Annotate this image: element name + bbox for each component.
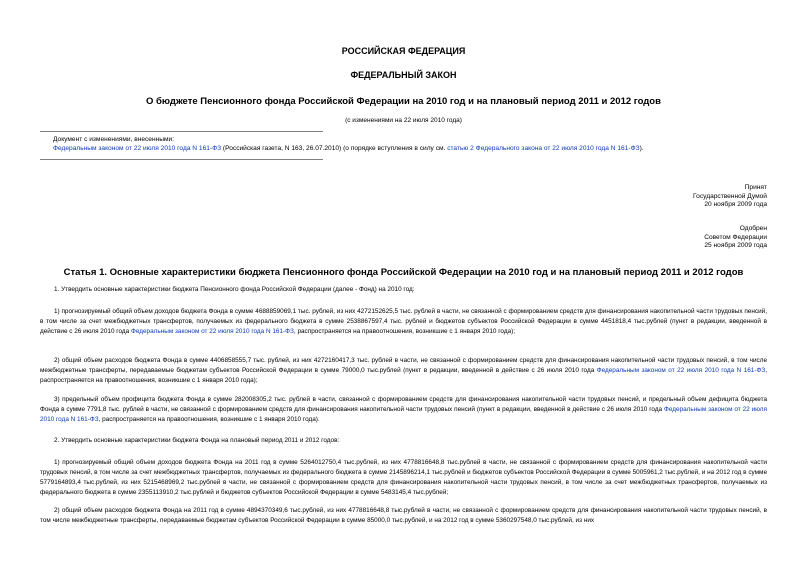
paragraph-1-1: 1) прогнозируемый общий объем доходов бюджета Фонда в сумме 4688859069,1 тыс. рублей, из них 4272152625,5 тыс. рублей в части, не связанной с формированием средств для финансирования накопительной части трудовых пенсий, в том числе за счет межбюджетных трансфертов, получаемых из федерального бюджета в сумме 2538867597,4 тыс. рублей и бюджетов субъектов Российской Федерации в сумме 4451818,4 тыс.рублей (пункт в редакции, введенной в действие с 26 июля 2010 года Федеральным законом от 22 июля 2010 года N 161-ФЗ, распространяется на правоотношения, возникшие с 1 января 2010 года); [40,308,767,335]
approved-block [704,225,767,251]
bottom-divider [40,159,323,160]
amending-law-link[interactable]: Федеральным законом от 22 июля 2010 года N 161-ФЗ [53,145,222,152]
approved-line-3: 25 ноября 2009 года [704,242,767,250]
approved-line-1: Одобрен [739,225,767,232]
adopted-line-3: 20 ноября 2009 года [704,201,767,209]
doc-type-heading: ФЕДЕРАЛЬНЫЙ ЗАКОН [350,70,457,80]
changes-line [53,145,644,154]
adopted-block [693,184,767,210]
paragraph-1-2: 2) общий объем расходов бюджета Фонда в сумме 4406858555,7 тыс. рублей, из них 4272160417,3 тыс. рублей в части, не связанной с формированием средств для финансирования накопительной части трудовых пенсий, в том числе межбюджетные трансферты, передаваемые бюджетам субъектов Российской Федерации в сумме 79000,0 тыс.рублей (пункт в редакции, введенной в действие с 26 июля 2010 года Федеральным законом от 22 июля 2010 года N 161-ФЗ, распространяется на правоотношения, возникшие с 1 января 2010 года); [40,357,767,384]
changes-label: Документ с изменениями, внесенными: [53,136,175,143]
paragraph-1: 1. Утвердить основные характеристики бюджета Пенсионного фонда Российской Федерации (далее - Фонд) на 2010 год: [54,286,415,293]
country-heading: РОССИЙСКАЯ ФЕДЕРАЦИЯ [341,46,466,56]
changes-text: (Российская газета, N 163, 26.07.2010) (о порядке вступления в силу см. [221,145,448,152]
amending-law-link[interactable]: Федеральным законом от 22 июля 2010 года N 161-ФЗ [596,367,766,374]
paragraph-2: 2. Утвердить основные характеристики бюджета Фонда на плановый период 2011 и 2012 годов: [54,437,340,444]
amending-law-link[interactable]: Федеральным законом от 22 июля 2010 года N 161-ФЗ [40,406,768,423]
approved-line-2: Советом Федерации [704,233,767,241]
adopted-line-2: Государственной Думой [693,192,767,200]
changes-text-end: ). [639,145,644,152]
paragraph-2-2: 2) общий объем расходов бюджета Фонда на 2011 год в сумме 4894370349,6 тыс.рублей, из них 4778816648,8 тыс.рублей в части, не связанной с формированием средств для финансирования накопительной части трудовых пенсий, в том числе межбюджетные трансферты, передаваемые бюджетам субъектов Российской Федерации в сумме 85000,0 тыс.рублей, и на 2012 год в сумме 5360297548,0 тыс.рублей, из них [40,507,767,524]
top-divider [40,131,323,132]
adopted-line-1: Принят [744,184,767,191]
article-1-title: Статья 1. Основные характеристики бюджета Пенсионного фонда Российской Федерации на 2010 год и на плановый период 2011 и 2012 годов [63,267,744,278]
amendment-note: (с изменениями на 22 июля 2010 года) [345,117,462,124]
article-2-link[interactable]: статью 2 Федерального закона от 22 июля 2010 года N 161-ФЗ [447,145,640,152]
law-title: О бюджете Пенсионного фонда Российской Федерации на 2010 год и на плановый период 2011 и 2012 годов [146,96,661,107]
amending-law-link[interactable]: Федеральным законом от 22 июля 2010 года N 161-ФЗ [130,328,294,335]
paragraph-2-1: 1) прогнозируемый общий объем доходов бюджета Фонда на 2011 год в сумме 5264012750,4 тыс.рублей, из них 4778816648,8 тыс.рублей в части, не связанной с формированием средств для финансирования накопительной части трудовых пенсий, в том числе за счет межбюджетных трансфертов, получаемых из федерального бюджета в сумме 2145896214,1 тыс.рублей и бюджетов субъектов Российской Федерации в сумме 5005961,2 тыс.рублей, и на 2012 год в сумме 5779164893,4 тыс.рублей, из них 5215468969,2 тыс.рублей в части, не связанной с формированием средств для финансирования накопительной части трудовых пенсий, в том числе за счет межбюджетных трансфертов, получаемых из федерального бюджета в сумме 2355113910,2 тыс.рублей и бюджетов субъектов Российской Федерации в сумме 5483145,4 тыс.рублей; [40,459,767,496]
paragraph-1-3: 3) предельный объем профицита бюджета Фонда в сумме 282008305,2 тыс. рублей в части, связанной с формированием средств для финансирования накопительной части трудовых пенсий, и предельный объем дефицита бюджета Фонда в сумме 7791,8 тыс. рублей в части, не связанной с формированием средств для финансирования накопительной части трудовых пенсий (пункт в редакции, введенной в действие с 26 июля 2010 года Федеральным законом от 22 июля 2010 года N 161-ФЗ, распространяется на правоотношения, возникшие с 1 января 2010 года). [40,396,768,423]
